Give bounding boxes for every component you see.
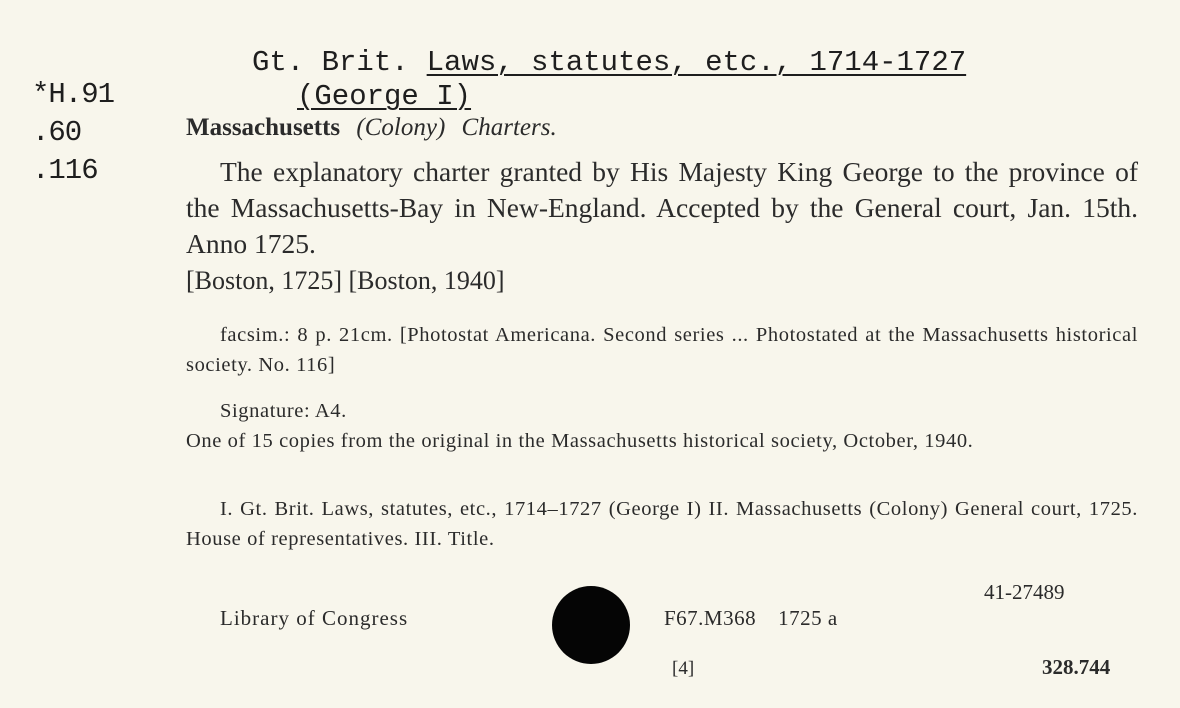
notes: [186, 396, 1138, 456]
shelf-mark: [664, 606, 838, 631]
heading-part-1: Gt. Brit.: [252, 46, 409, 79]
library-name: Library of Congress: [220, 606, 409, 630]
collation: facsim.: 8 p. 21cm. [Photostat Americana. Second series ... Photostated at the Massachusetts historical society. No. 116]: [186, 324, 1138, 376]
tracings: I. Gt. Brit. Laws, statutes, etc., 1714–1727 (George I) II. Massachusetts (Colony) General court, 1725. House of representatives. III. Title.: [186, 498, 1138, 550]
dewey-number: 328.744: [1042, 655, 1111, 679]
card-sequence-number: [4]: [672, 658, 695, 679]
heading-part-2: Laws, statutes, etc., 1714-1727: [426, 46, 967, 79]
signature-note: Signature: A4.: [220, 400, 347, 422]
main-entry-subheading: Charters.: [461, 114, 557, 141]
title-statement: The explanatory charter granted by His Majesty King George to the province of the Massachusetts-Bay in New-England. Accepted by the General court, Jan. 15th. Anno 1725.: [186, 156, 1138, 259]
call-number-line-2: .60: [32, 116, 82, 149]
call-number-line-1: *H.91: [32, 78, 115, 111]
lc-card-number: 41-27489: [984, 580, 1065, 604]
main-entry-qualifier: (Colony): [356, 114, 446, 141]
heading-part-3: (George I): [297, 80, 472, 113]
shelf-mark-year: 1725 a: [778, 606, 838, 630]
shelf-mark-code: F67.M368: [664, 606, 757, 630]
call-number-line-3: .116: [32, 154, 98, 187]
typed-heading: [252, 46, 984, 79]
card-punch-hole: [552, 586, 630, 664]
copies-note: One of 15 copies from the original in the Massachusetts historical society, October, 1940.: [186, 430, 974, 452]
imprint: [Boston, 1725] [Boston, 1940]: [186, 266, 505, 295]
main-entry-name: Massachusetts: [186, 114, 341, 141]
main-entry: [186, 114, 557, 142]
